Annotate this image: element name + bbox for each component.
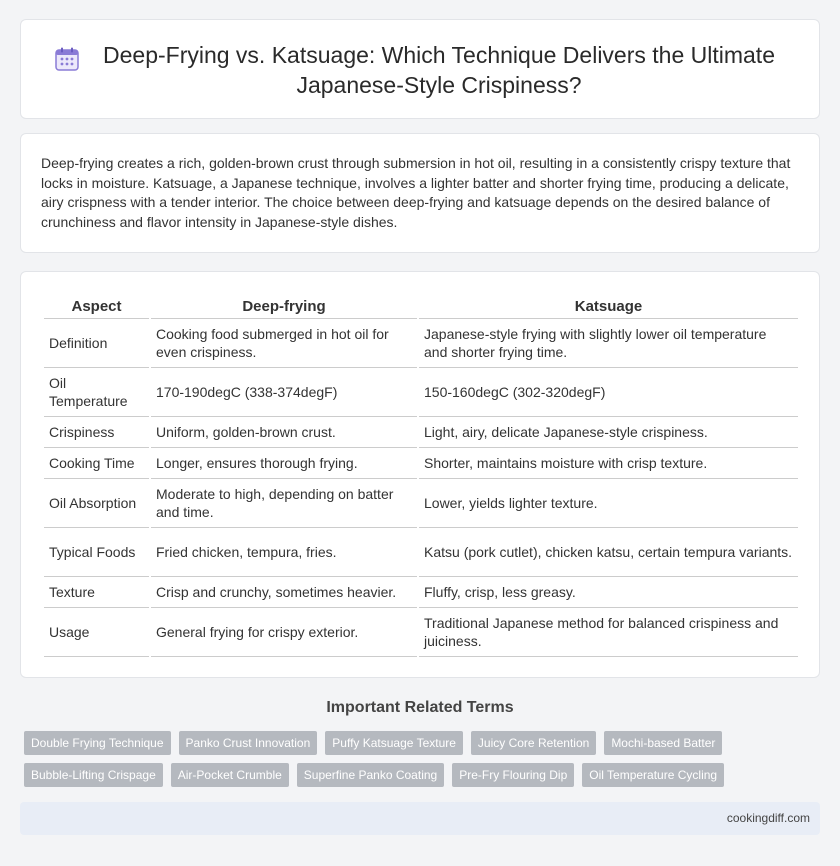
related-term-tag[interactable]: Panko Crust Innovation (179, 731, 318, 755)
table-cell: Oil Temperature (44, 368, 149, 417)
table-cell: 150-160degC (302-320degF) (419, 368, 798, 417)
table-row (44, 368, 798, 417)
table-cell: General frying for crispy exterior. (151, 608, 417, 657)
related-term-tag[interactable]: Puffy Katsuage Texture (325, 731, 463, 755)
footer-site-link[interactable]: cookingdiff.com (726, 811, 810, 825)
related-term-tag[interactable]: Mochi-based Batter (604, 731, 722, 755)
related-term-tag[interactable]: Oil Temperature Cycling (582, 763, 724, 787)
table-cell: Crispiness (44, 417, 149, 448)
footer (20, 802, 820, 835)
table-row (44, 417, 798, 448)
table-cell: Usage (44, 608, 149, 657)
header-katsuage: Katsuage (419, 295, 798, 319)
table-row (44, 577, 798, 608)
table-row (44, 479, 798, 528)
table-cell: Cooking Time (44, 448, 149, 479)
header-deep-frying: Deep-frying (151, 295, 417, 319)
table-cell: Traditional Japanese method for balanced crispiness and juiciness. (419, 608, 798, 657)
related-terms-title: Important Related Terms (326, 699, 514, 716)
table-cell: Uniform, golden-brown crust. (151, 417, 417, 448)
table-cell: Typical Foods (44, 528, 149, 577)
related-term-tag[interactable]: Bubble-Lifting Crispage (24, 763, 163, 787)
table-cell: Oil Absorption (44, 479, 149, 528)
table-header-row (44, 295, 798, 319)
related-term-tag[interactable]: Superfine Panko Coating (297, 763, 444, 787)
related-term-tag[interactable]: Air-Pocket Crumble (171, 763, 289, 787)
table-cell: Fried chicken, tempura, fries. (151, 528, 417, 577)
table-cell: 170-190degC (338-374degF) (151, 368, 417, 417)
table-cell: Light, airy, delicate Japanese-style crispiness. (419, 417, 798, 448)
table-cell: Crisp and crunchy, sometimes heavier. (151, 577, 417, 608)
table-row (44, 448, 798, 479)
table-cell: Texture (44, 577, 149, 608)
table-cell: Cooking food submerged in hot oil for even crispiness. (151, 319, 417, 368)
related-terms-list (24, 731, 824, 787)
table-cell: Japanese-style frying with slightly lower oil temperature and shorter frying time. (419, 319, 798, 368)
table-cell: Lower, yields lighter texture. (419, 479, 798, 528)
page-title: Deep-Frying vs. Katsuage: Which Technique Delivers the Ultimate Japanese-Style Crispiness? (103, 42, 775, 98)
related-term-tag[interactable]: Juicy Core Retention (471, 731, 596, 755)
table-row (44, 319, 798, 368)
intro-card (20, 133, 820, 253)
intro-text: Deep-frying creates a rich, golden-brown crust through submersion in hot oil, resulting in a consistently crispy texture that locks in moisture. Katsuage, a Japanese technique, involves a lighter batter and shorter frying time, producing a delicate, airy crispness with a tender interior. The choice between deep-frying and katsuage depends on the desired balance of crunchiness and flavor intensity in Japanese-style dishes. (41, 155, 791, 230)
table-row (44, 608, 798, 657)
related-term-tag[interactable]: Pre-Fry Flouring Dip (452, 763, 574, 787)
table-row (44, 528, 798, 577)
table-cell: Shorter, maintains moisture with crisp texture. (419, 448, 798, 479)
table-cell: Moderate to high, depending on batter and time. (151, 479, 417, 528)
comparison-table (42, 295, 800, 657)
table-cell: Longer, ensures thorough frying. (151, 448, 417, 479)
header-aspect: Aspect (44, 295, 149, 319)
related-term-tag[interactable]: Double Frying Technique (24, 731, 171, 755)
comparison-card (20, 271, 820, 678)
table-cell: Definition (44, 319, 149, 368)
table-cell: Katsu (pork cutlet), chicken katsu, certain tempura variants. (419, 528, 798, 577)
title-card (20, 19, 820, 119)
table-cell: Fluffy, crisp, less greasy. (419, 577, 798, 608)
